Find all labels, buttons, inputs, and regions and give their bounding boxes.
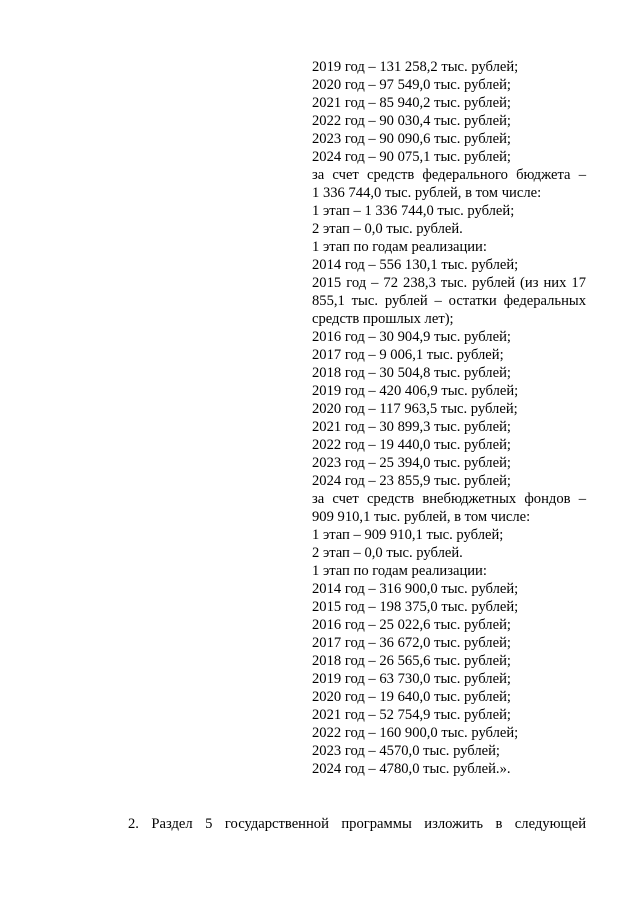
funding-line: 1 этап по годам реализации: bbox=[312, 563, 487, 579]
funding-line: 2022 год – 19 440,0 тыс. рублей; bbox=[312, 437, 511, 453]
funding-line: 855,1 тыс. рублей – остатки федеральных bbox=[312, 293, 586, 309]
funding-line: 2014 год – 556 130,1 тыс. рублей; bbox=[312, 257, 519, 273]
section-amendment-paragraph: 2. Раздел 5 государственной программы изложить в следующей bbox=[128, 816, 586, 832]
funding-line: 1 336 744,0 тыс. рублей, в том числе: bbox=[312, 185, 542, 201]
funding-line: 2021 год – 52 754,9 тыс. рублей; bbox=[312, 707, 511, 723]
funding-line: 2020 год – 97 549,0 тыс. рублей; bbox=[312, 77, 511, 93]
funding-line: 2018 год – 26 565,6 тыс. рублей; bbox=[312, 653, 511, 669]
funding-line: 2019 год – 131 258,2 тыс. рублей; bbox=[312, 59, 519, 75]
funding-line: 2017 год – 36 672,0 тыс. рублей; bbox=[312, 635, 511, 651]
funding-line: 2022 год – 160 900,0 тыс. рублей; bbox=[312, 725, 519, 741]
funding-line: 1 этап по годам реализации: bbox=[312, 239, 487, 255]
funding-column bbox=[312, 58, 586, 778]
funding-line: 1 этап – 909 910,1 тыс. рублей; bbox=[312, 527, 504, 543]
funding-line: 2020 год – 117 963,5 тыс. рублей; bbox=[312, 401, 518, 417]
funding-line: 2023 год – 90 090,6 тыс. рублей; bbox=[312, 131, 511, 147]
funding-line: 2024 год – 4780,0 тыс. рублей.». bbox=[312, 761, 511, 777]
funding-line: 2022 год – 90 030,4 тыс. рублей; bbox=[312, 113, 511, 129]
funding-line: 2023 год – 4570,0 тыс. рублей; bbox=[312, 743, 500, 759]
funding-line: 2016 год – 25 022,6 тыс. рублей; bbox=[312, 617, 511, 633]
funding-line: 2014 год – 316 900,0 тыс. рублей; bbox=[312, 581, 519, 597]
funding-line: 2020 год – 19 640,0 тыс. рублей; bbox=[312, 689, 511, 705]
funding-line: 2016 год – 30 904,9 тыс. рублей; bbox=[312, 329, 511, 345]
funding-line: 2 этап – 0,0 тыс. рублей. bbox=[312, 221, 463, 237]
funding-line: 2024 год – 90 075,1 тыс. рублей; bbox=[312, 149, 511, 165]
funding-line: 2021 год – 85 940,2 тыс. рублей; bbox=[312, 95, 511, 111]
funding-line: 2 этап – 0,0 тыс. рублей. bbox=[312, 545, 463, 561]
funding-line: 2024 год – 23 855,9 тыс. рублей; bbox=[312, 473, 511, 489]
funding-line: за счет средств федерального бюджета – bbox=[312, 167, 586, 183]
funding-line: 2015 год – 198 375,0 тыс. рублей; bbox=[312, 599, 519, 615]
funding-line: 2019 год – 420 406,9 тыс. рублей; bbox=[312, 383, 519, 399]
funding-line: 909 910,1 тыс. рублей, в том числе: bbox=[312, 509, 531, 525]
funding-line: 2019 год – 63 730,0 тыс. рублей; bbox=[312, 671, 511, 687]
funding-line: 2015 год – 72 238,3 тыс. рублей (из них 17 bbox=[312, 275, 586, 291]
funding-line: 2021 год – 30 899,3 тыс. рублей; bbox=[312, 419, 511, 435]
funding-line: 2018 год – 30 504,8 тыс. рублей; bbox=[312, 365, 511, 381]
funding-line: 2017 год – 9 006,1 тыс. рублей; bbox=[312, 347, 504, 363]
funding-line: 1 этап – 1 336 744,0 тыс. рублей; bbox=[312, 203, 515, 219]
funding-line: средств прошлых лет); bbox=[312, 311, 454, 327]
funding-line: 2023 год – 25 394,0 тыс. рублей; bbox=[312, 455, 511, 471]
funding-line: за счет средств внебюджетных фондов – bbox=[312, 491, 586, 507]
